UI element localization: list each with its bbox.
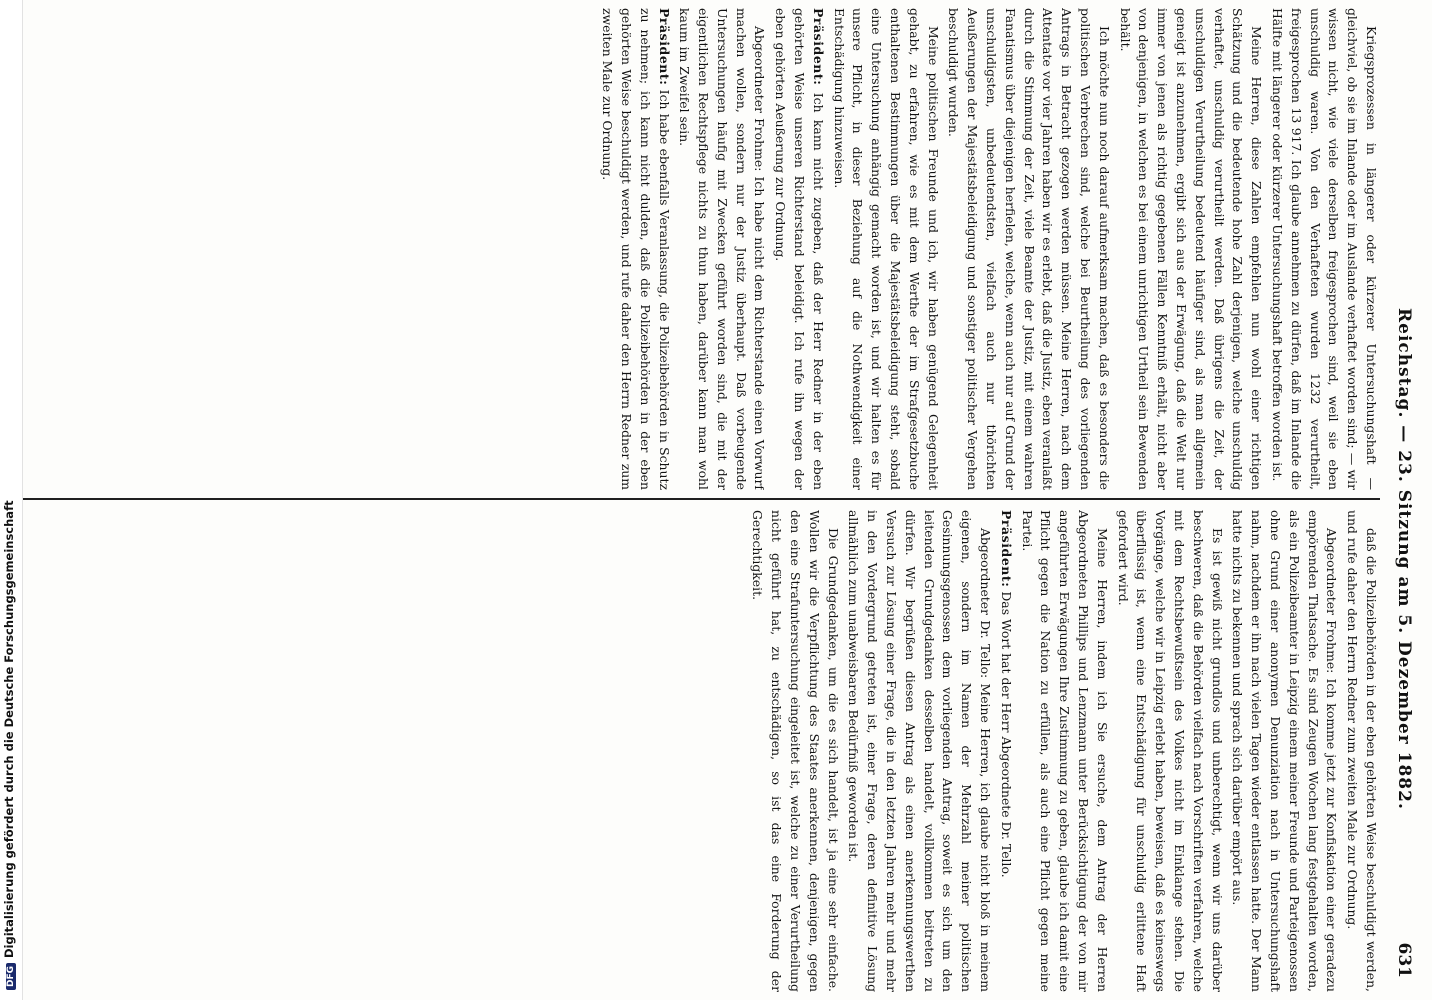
paragraph-text: Es ist gewiß nicht grundlos und unberechtigt, wenn wir uns darüber beschweren, daß die Behörden vielfach nach Vorschriften verfahren, welche mit dem Rechtsbewußtsein des Volkes nicht im Einklange stehen. Die Vorgänge, welche wir in Leipzig erlebt haben, beweisen, daß es keineswegs überflüssig ist, wenn eine Entschädigung für unschuldig erlittene Haft gefordert wird. <box>1115 510 1225 992</box>
speaker-label: Präsident: <box>998 510 1014 588</box>
paragraph-text: Ich kann nicht zugeben, daß der Herr Redner in der eben gehörten Weise unseren Richterstand beleidigt. Ich rufe ihn wegen der eben gehörten Aeußerung zur Ordnung. <box>773 8 826 490</box>
paragraph <box>597 8 672 490</box>
speaker-label: Präsident: <box>656 8 672 86</box>
paragraph <box>771 8 827 490</box>
paragraph-text: Ich möchte nun noch darauf aufmerksam machen, daß es besonders die politischen Verbrechen sind, welche bei Beurtheilung des vorliegenden Antrags in Betracht gezogen werden müssen. Meine Herren, nach dem Attentate vor vier Jahren haben wir es erlebt, daß die Justiz, eben veranlaßt durch die Stimmung der Zeit, viele Beamte der Justiz, mit einem wahren Fanatismus über diejenigen herfielen, welche, wenn auch nur auf Grund der unschuldigsten, unbedeutendsten, vielfach auch nur thörichten Aeußerungen der Majestätsbeleidigung und sonstiger politischer Vergehen beschuldigt wurden. <box>946 8 1112 490</box>
text-column-left <box>15 8 1380 490</box>
paragraph-text: Meine Herren, diese Zahlen empfehlen nun wohl einer richtigen Schätzung und die bedeutende hohe Zahl derjenigen, welche unschuldig verhaftet, unschuldig verurtheilt werden. Daß übrigens die Zeit, der unschuldigen Verurtheilung bedeutend häufiger sind, als man allgemein geneigt ist anzunehmen, ergibt sich aus der Erwägung, daß die Welt nur immer von jenen als richtig gegebenen Fällen Kenntniß erhält, nicht aber von denjenigen, in welchen es bei einem unrichtigen Urtheil sein Bewenden behält. <box>1117 8 1265 490</box>
speaker-label: Präsident: <box>810 8 826 86</box>
paragraph-text: daß die Polizeibehörden in der eben gehörten Weise beschuldigt werden, und rufe daher den Herrn Redner zum zweiten Male zur Ordnung. <box>1345 510 1379 992</box>
page-number: 631 <box>1394 942 1414 978</box>
text-column-right <box>15 510 1380 992</box>
paragraph <box>1228 510 1341 992</box>
column-divider <box>10 498 1380 500</box>
paragraph <box>1017 510 1111 992</box>
paragraph <box>944 8 1113 490</box>
paragraph-text: Die Grundgedanken, um die es sich handelt, ist ja eine sehr einfache. Wollen wir die Verpflichtung des Staates anerkennen, denjenigen, gegen den eine Strafuntersuchung eingeleitet ist, welche zu einer Verurtheilung nicht geführt hat, zu entschädigen, so ist das eine Forderung der Gerechtigkeit. <box>750 510 841 992</box>
paragraph <box>1113 510 1226 992</box>
paragraph <box>1115 8 1265 490</box>
paragraph-text: Meine politischen Freunde und ich, wir haben genügend Gelegenheit gehabt, zu erfahren, wie es mit dem Werthe der im Strafgesetzbuche enthaltenen Bestimmungen über die Majestätsbeleidigung steht, sobald eine Untersuchung anhängig gemacht worden ist, und wir halten es für unsere Pflicht, in dieser Beziehung auf die Nothwendigkeit einer Entschädigung hinzuweisen. <box>831 8 941 490</box>
paragraph-text: Abgeordneter Frohme: Ich habe nicht dem Richterstande einen Vorwurf machen wollen, sondern nur der Justiz überhaupt. Daß vorbeugende Untersuchungen häufig mit Zwecken geführt worden sind, die mit der eigentlichen Rechtspflege nichts zu thun haben, darüber kann man wohl kaum im Zweifel sein. <box>677 8 768 490</box>
paragraph <box>675 8 769 490</box>
paragraph <box>1267 8 1380 490</box>
header-title: Reichstag. — 23. Sitzung am 5. Dezember 1882. <box>1394 308 1414 810</box>
paragraph <box>844 510 994 992</box>
dfg-logo: DFG <box>6 963 16 990</box>
paragraph-text: Meine Herren, indem ich Sie ersuche, dem Antrag der Herren Abgeordneten Phillips und Lenzmann unter Berücksichtigung der von mir angeführten Erwägungen Ihre Zustimmung zu geben, glaube ich damit eine Pflicht gegen die Nation zu erfüllen, als auch eine Pflicht gegen meine Partei. <box>1019 510 1110 992</box>
paragraph-text: Abgeordneter Dr. Tello: Meine Herren, ich glaube nicht bloß in meinem eigenen, sondern im Namen der Mehrzahl meiner politischen Gesinnungsgenossen dem vorliegenden Antrag, soweit es sich um den leitenden Grundgedanken desselben handelt, vollkommen beitreten zu dürfen. Wir begrüßen diesen Antrag als einen anerkennungswerthen Versuch zur Lösung einer Frage, die in den letzten Jahren mehr und mehr in den Vordergrund getreten ist, einer Frage, deren definitive Lösung allmählich zum unabweisbaren Bedürfniß geworden ist. <box>846 510 994 992</box>
paragraph-text: Ich habe ebenfalls Veranlassung, die Polizeibehörden in Schutz zu nehmen; ich kann nicht dulden, daß die Polizeibehörden in der eben gehörten Weise beschuldigt werden, und rufe daher den Herrn Redner zum zweiten Male zur Ordnung. <box>600 8 672 490</box>
paragraph-text: Das Wort hat der Herr Abgeordnete Dr. Tello. <box>998 591 1014 878</box>
funding-note <box>2 0 20 990</box>
paragraph <box>748 510 842 992</box>
paragraph <box>829 8 942 490</box>
paragraph <box>1342 510 1380 992</box>
margin-strip <box>0 0 23 1000</box>
paragraph-text: Abgeordneter Frohme: Ich komme jetzt zur Konfiskation einer geradezu empörenden Thatsache. Es sind Zeugen Wochen lang festgehalten worden, als ein Polizeibeamter in Leipzig einem meiner Freunde und Parteigenossen ohne Grund einer anonymen Denunziation nach in Untersuchungshaft nahm, nachdem er ihn nach vielen Tagen wieder entlassen hatte. Der Mann hatte nichts zu bekennen und sprach sich darüber empört aus. <box>1230 510 1340 992</box>
paragraph <box>996 510 1015 992</box>
funding-note-text: Digitalisierung gefördert durch die Deutsche Forschungsgemeinschaft <box>2 500 16 958</box>
running-header <box>1386 8 1414 992</box>
paragraph-text: Kriegsprozessen in längerer oder kürzerer Untersuchungshaft — gleichviel, ob sie im Inlande oder im Auslande verhaftet worden sind; — wir wissen nicht, wie viele derselben freigesprochen sind, weil sie eben unschuldig waren. Von den Verhafteten wurden 1232 verurtheilt, freigesprochen 13 917. Ich glaube annehmen zu dürfen, daß im Inlande die Hälfte mit längerer oder kürzerer Untersuchungshaft betroffen worden ist. <box>1270 8 1379 490</box>
